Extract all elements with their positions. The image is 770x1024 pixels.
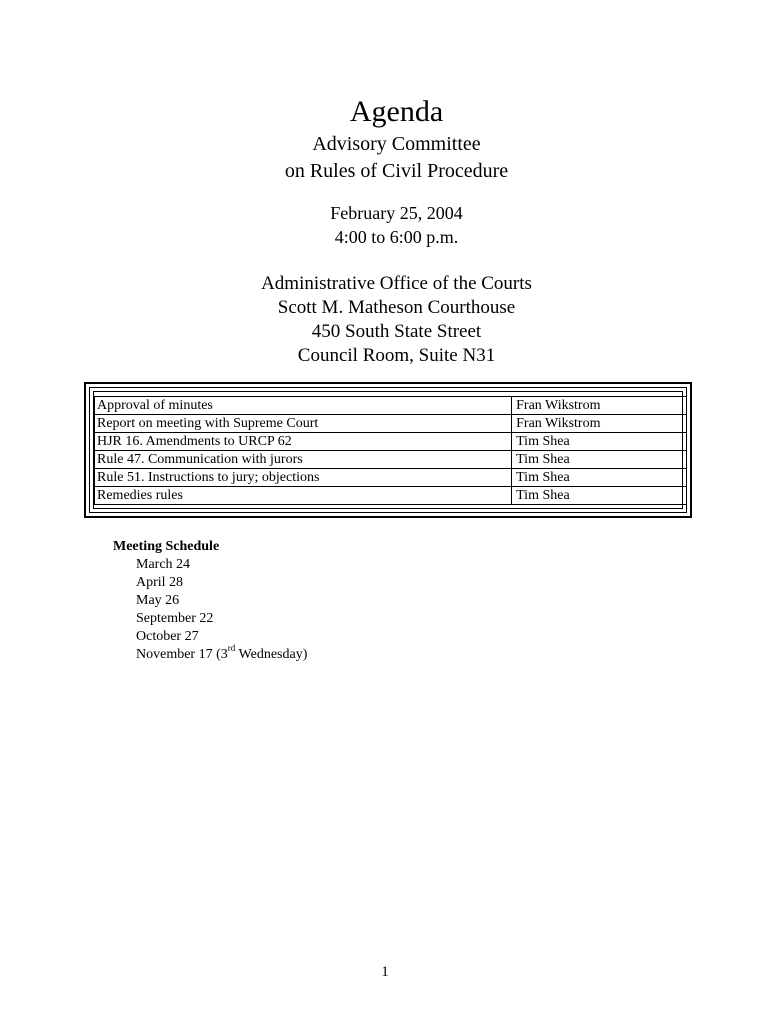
schedule-title: Meeting Schedule bbox=[113, 539, 220, 554]
agenda-item: Approval of minutes bbox=[95, 397, 512, 415]
agenda-presenter: Fran Wikstrom bbox=[512, 397, 687, 415]
table-row bbox=[95, 487, 687, 505]
meeting-date: February 25, 2004 bbox=[330, 203, 463, 223]
location-line-1: Administrative Office of the Courts bbox=[261, 273, 532, 294]
location-line-2: Scott M. Matheson Courthouse bbox=[277, 297, 516, 318]
ordinal-suffix: rd bbox=[227, 643, 236, 654]
schedule-date-suffix: Wednesday) bbox=[235, 647, 308, 662]
page-number: 1 bbox=[381, 964, 389, 980]
schedule-date-prefix: November 17 (3 bbox=[136, 647, 228, 662]
agenda-table-border bbox=[89, 387, 687, 513]
agenda-presenter: Tim Shea bbox=[512, 487, 687, 505]
list-item: May 26 bbox=[136, 593, 180, 608]
table-row bbox=[95, 451, 687, 469]
document-title bbox=[0, 94, 770, 130]
agenda-presenter: Tim Shea bbox=[512, 433, 687, 451]
committee-line-2: on Rules of Civil Procedure bbox=[284, 160, 509, 182]
meeting-datetime bbox=[0, 201, 770, 249]
agenda-table-container bbox=[93, 391, 683, 509]
table-row bbox=[95, 469, 687, 487]
list-item: April 28 bbox=[136, 575, 184, 590]
agenda-table bbox=[94, 396, 687, 505]
agenda-heading: Agenda bbox=[349, 95, 444, 128]
agenda-table-frame bbox=[84, 382, 692, 518]
schedule-list bbox=[113, 556, 307, 664]
table-row bbox=[95, 415, 687, 433]
agenda-presenter: Tim Shea bbox=[512, 469, 687, 487]
table-row bbox=[95, 433, 687, 451]
list-item: March 24 bbox=[136, 557, 191, 572]
location-line-3: 450 South State Street bbox=[311, 321, 482, 342]
location-line-4: Council Room, Suite N31 bbox=[297, 345, 496, 366]
agenda-item: Rule 47. Communication with jurors bbox=[95, 451, 512, 469]
meeting-time: 4:00 to 6:00 p.m. bbox=[334, 227, 459, 247]
agenda-presenter: Tim Shea bbox=[512, 451, 687, 469]
table-row bbox=[95, 397, 687, 415]
agenda-item: Remedies rules bbox=[95, 487, 512, 505]
agenda-item: Rule 51. Instructions to jury; objections bbox=[95, 469, 512, 487]
agenda-item: Report on meeting with Supreme Court bbox=[95, 415, 512, 433]
list-item: September 22 bbox=[136, 611, 214, 626]
meeting-location bbox=[0, 272, 770, 368]
meeting-schedule bbox=[113, 538, 307, 664]
agenda-presenter: Fran Wikstrom bbox=[512, 415, 687, 433]
committee-name bbox=[0, 131, 770, 185]
list-item bbox=[136, 643, 308, 664]
list-item: October 27 bbox=[136, 629, 199, 644]
agenda-item: HJR 16. Amendments to URCP 62 bbox=[95, 433, 512, 451]
committee-line-1: Advisory Committee bbox=[312, 133, 481, 155]
